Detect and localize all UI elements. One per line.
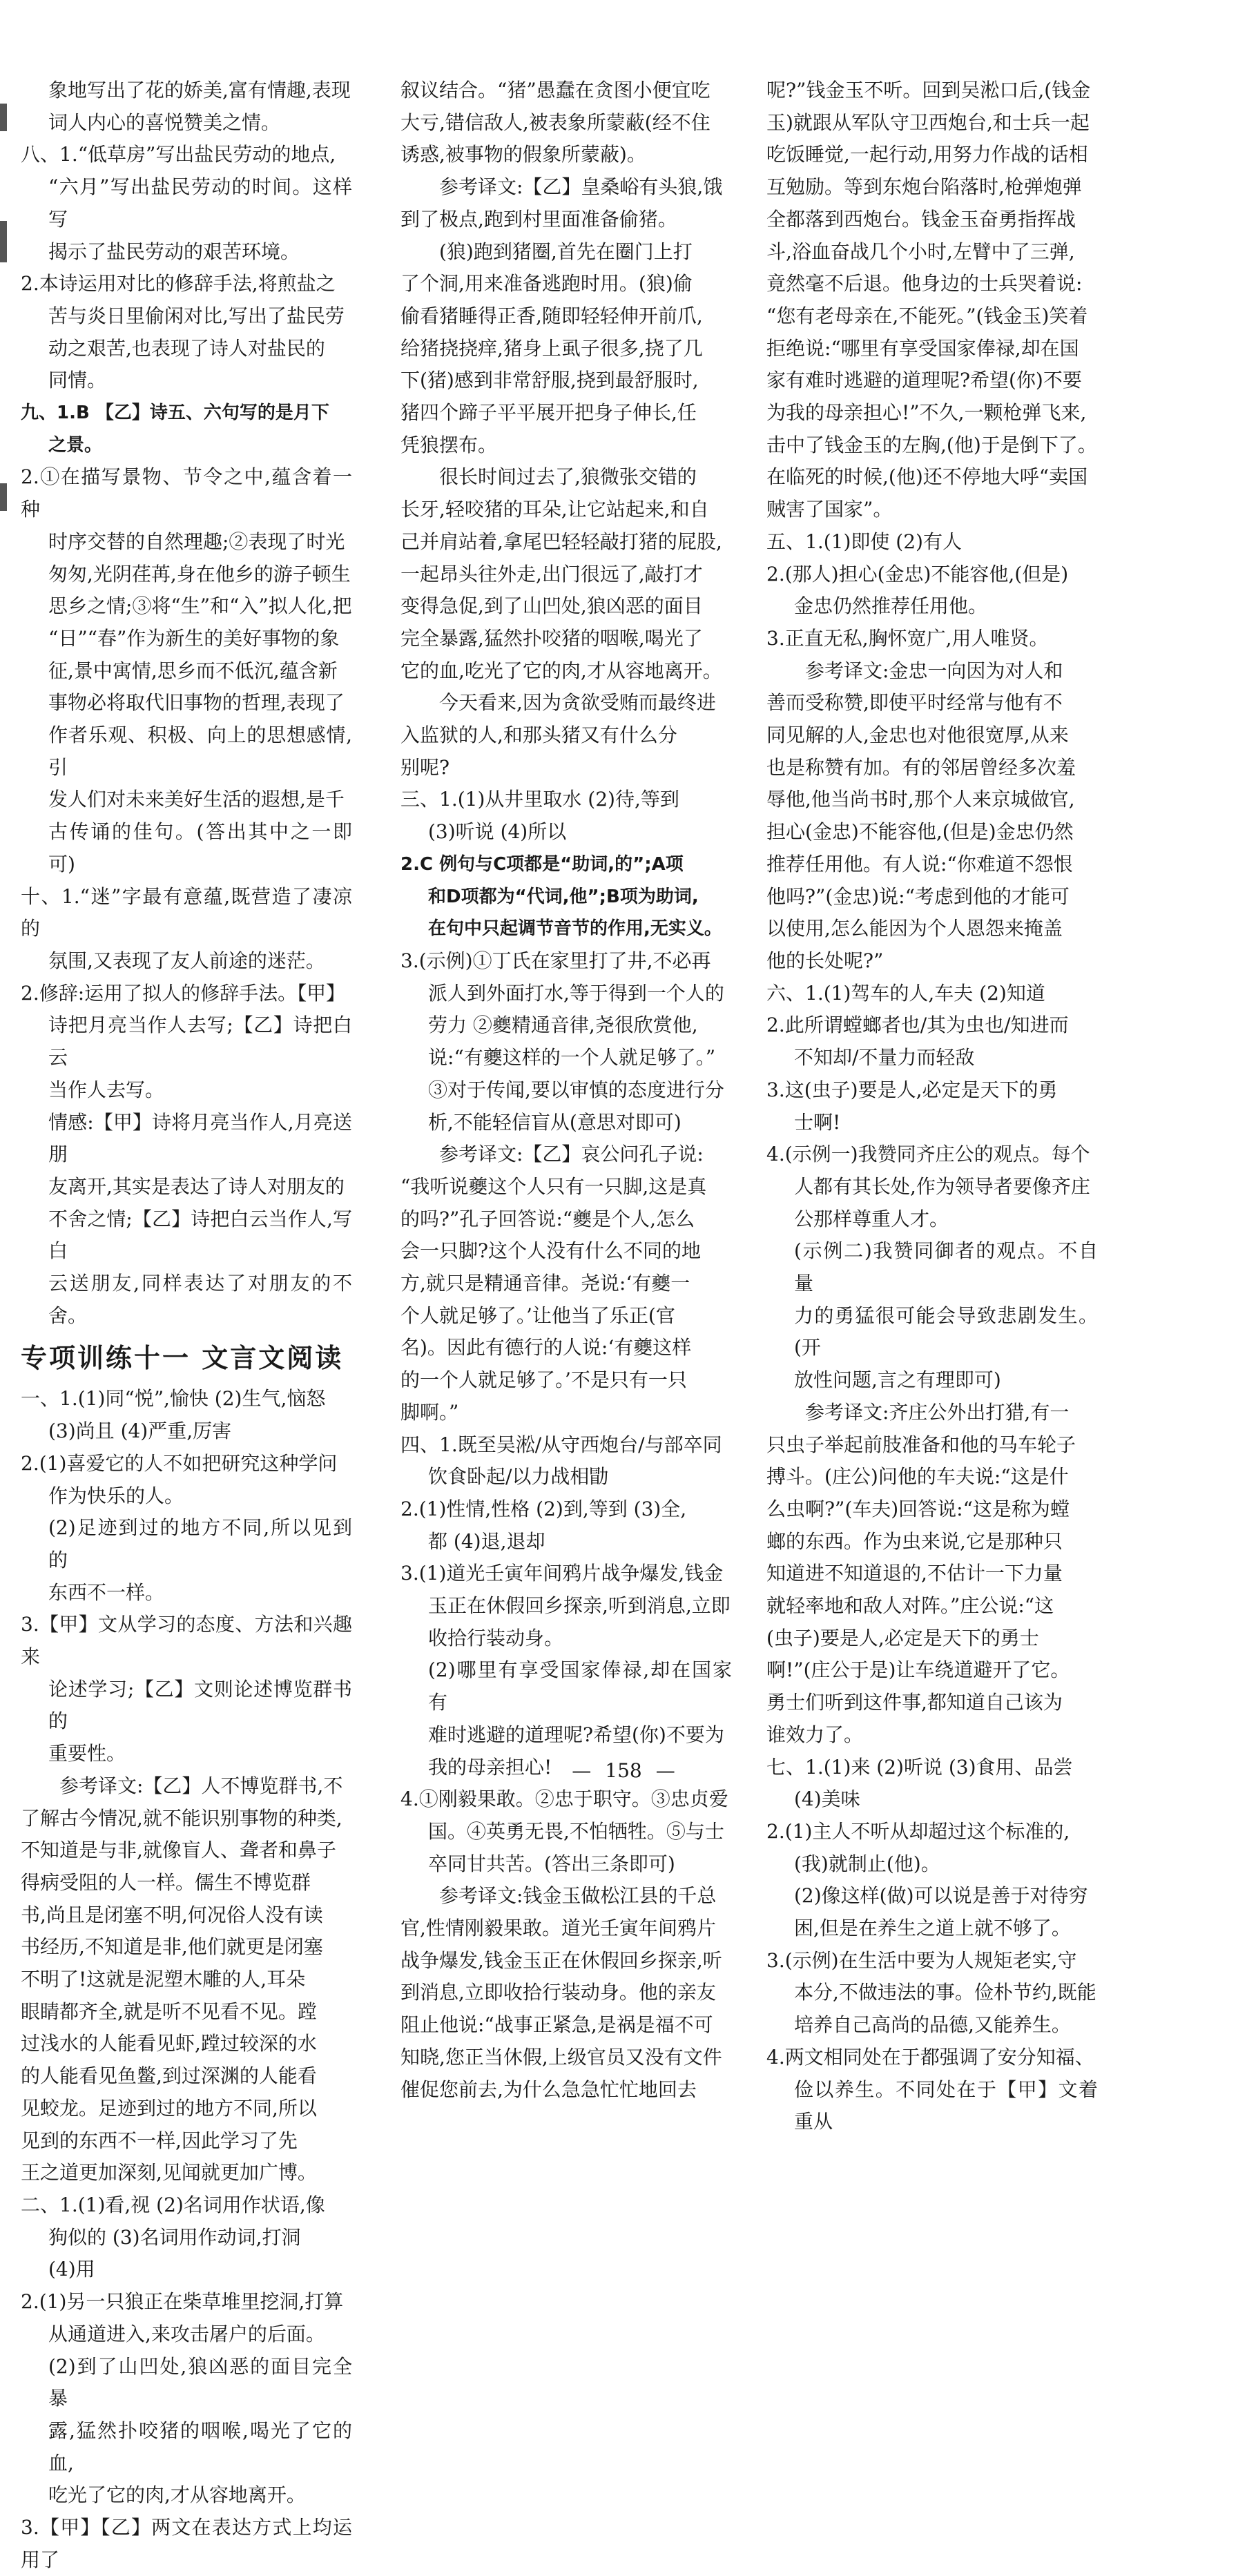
text-line: 培养自己高尚的品德,又能养生。 bbox=[794, 2013, 1071, 2037]
text-line: 个人就足够了。’让他当了乐正(官 bbox=[400, 1304, 675, 1327]
text-line: 饮食卧起/以力战相勖 bbox=[428, 1465, 609, 1489]
text-line: 4.①刚毅果敢。②忠于职守。③忠贞爱 bbox=[400, 1788, 728, 1811]
text-line: 书,尚且是闭塞不明,何况俗人没有读 bbox=[21, 1903, 323, 1926]
text-line: 2.(1)另一只狼正在柴草堆里挖洞,打算 bbox=[21, 2290, 344, 2314]
text-line: 析,不能轻信盲从(意思对即可) bbox=[428, 1110, 682, 1134]
text-line: 诗把月亮当作人去写;【乙】诗把白云 bbox=[48, 1014, 352, 1069]
text-line: 发人们对未来美好生活的遐想,是千 bbox=[48, 788, 345, 811]
text-line: 在临死的时候,(他)还不停地大呼“卖国 bbox=[766, 465, 1088, 489]
text-line: 凭狼摆布。 bbox=[400, 433, 498, 456]
text-line: (2)哪里有享受国家俸禄,却在国家有 bbox=[428, 1658, 732, 1714]
text-line: 了解古今情况,就不能识别事物的种类, bbox=[21, 1806, 342, 1830]
text-line: 己并肩站着,拿尾巴轻轻敲打猪的屁股, bbox=[400, 530, 722, 553]
text-line: 三、1.(1)从井里取水 (2)待,等到 bbox=[400, 788, 679, 811]
text-line: 征,景中寓情,思乡而不低沉,蕴含新 bbox=[48, 659, 338, 682]
text-line: 竟然毫不后退。他身边的士兵哭着说: bbox=[766, 272, 1083, 296]
text-line: 论述学习;【乙】文则论述博览群书的 bbox=[48, 1677, 352, 1733]
text-line: 思乡之情;③将“生”和“入”拟人化,把 bbox=[48, 594, 352, 618]
text-line: 下(猪)感到非常舒服,挠到最舒服时, bbox=[400, 369, 699, 392]
text-line: 作者乐观、积极、向上的思想感情,引 bbox=[48, 724, 352, 779]
text-line: 了个洞,用来准备逃跑时用。(狼)偷 bbox=[400, 272, 693, 296]
text-line: ③对于传闻,要以审慎的态度进行分 bbox=[428, 1078, 724, 1101]
text-line: 叙议结合。“猪”愚蠢在贪图小便宜吃 bbox=[400, 79, 710, 101]
text-line: 吃饭睡觉,一起行动,用努力作战的话相 bbox=[766, 143, 1088, 166]
text-line: 2.(1)喜爱它的人不如把研究这种学问 bbox=[21, 1451, 338, 1475]
text-line: 二、1.(1)看,视 (2)名词用作状语,像 bbox=[21, 2194, 325, 2216]
text-line: (2)到了山凹处,狼凶恶的面目完全暴 bbox=[48, 2354, 352, 2410]
text-line: 么虫啊?”(车夫)回答说:“这是称为螳 bbox=[766, 1497, 1070, 1520]
text-line: (示例二)我赞同御者的观点。不自量 bbox=[794, 1239, 1098, 1295]
text-line: 善而受称赞,即使平时经常与他有不 bbox=[766, 691, 1063, 715]
text-line: 谁效力了。 bbox=[766, 1723, 864, 1746]
text-line: 国。④英勇无畏,不怕牺牲。⑤与士 bbox=[428, 1819, 724, 1843]
text-line: 玉正在休假回乡探亲,听到消息,立即 bbox=[428, 1594, 731, 1618]
text-line: 3.(示例)在生活中要为人规矩老实,守 bbox=[766, 1948, 1077, 1972]
text-line: 诱惑,被事物的假象所蒙蔽)。 bbox=[400, 143, 646, 166]
text-line: 作为快乐的人。 bbox=[48, 1484, 184, 1507]
text-line: 参考译文:【乙】人不博览群书,不 bbox=[59, 1774, 343, 1797]
text-line: 派人到外面打水,等于得到一个人的 bbox=[428, 981, 724, 1005]
text-line: 不知道是与非,就像盲人、聋者和鼻子 bbox=[21, 1839, 336, 1862]
text-line: 击中了钱金玉的左胸,(他)于是倒下了。 bbox=[766, 433, 1097, 456]
text-line: 说:“有夔这样的一个人就足够了。” bbox=[428, 1046, 716, 1069]
text-line: 事物必将取代旧事物的哲理,表现了 bbox=[48, 691, 345, 715]
text-line: 重要性。 bbox=[48, 1742, 126, 1765]
text-line: 变得急促,到了山凹处,狼凶恶的面目 bbox=[400, 594, 703, 618]
text-line: 贼害了国家”。 bbox=[766, 498, 893, 521]
text-line: “我听说夔这个人只有一只脚,这是真 bbox=[400, 1174, 707, 1198]
text-line: 见蛟龙。足迹到过的地方不同,所以 bbox=[21, 2096, 317, 2120]
text-line: 以使用,怎么能因为个人恩怨来掩盖 bbox=[766, 917, 1063, 940]
text-line: (2)像这样(做)可以说是善于对待穷 bbox=[794, 1884, 1088, 1908]
text-line: 入监狱的人,和那头猪又有什么分 bbox=[400, 724, 677, 747]
text-line: 六、1.(1)驾车的人,车夫 (2)知道 bbox=[766, 981, 1045, 1005]
text-line: 在句中只起调节音节的作用,无实义。 bbox=[428, 918, 722, 940]
text-line: 八、1.“低草房”写出盐民劳动的地点, bbox=[21, 143, 336, 166]
text-line: (4)用 bbox=[48, 2258, 95, 2281]
text-line: 同见解的人,金忠也对他很宽厚,从来 bbox=[766, 724, 1069, 747]
section-heading: 专项训练十一 文言文阅读 bbox=[21, 1343, 344, 1374]
text-line: 方,就只是精通音律。尧说:‘有夔一 bbox=[400, 1272, 690, 1295]
text-line: 书经历,不知道是非,他们就更是闭塞 bbox=[21, 1935, 323, 1959]
text-line: 担心(金忠)不能容他,(但是)金忠仍然 bbox=[766, 820, 1074, 844]
text-line: 战争爆发,钱金玉正在休假回乡探亲,听 bbox=[400, 1948, 722, 1972]
text-line: 人都有其长处,作为领导者要像齐庄 bbox=[794, 1174, 1090, 1198]
text-line: (3)尚且 (4)严重,厉害 bbox=[48, 1420, 232, 1443]
text-line: 3.正直无私,胸怀宽广,用人唯贤。 bbox=[766, 626, 1049, 650]
text-line: 为我的母亲担心!”不久,一颗枪弹飞来, bbox=[766, 401, 1087, 425]
text-line: 氛围,又表现了友人前途的迷茫。 bbox=[48, 949, 325, 972]
text-line: 辱他,他当尚书时,那个人来京城做官, bbox=[766, 788, 1075, 811]
text-line: 的一个人就足够了。’不是只有一只 bbox=[400, 1368, 687, 1392]
text-line: 眼睛都齐全,就是听不见看不见。蹚 bbox=[21, 1999, 317, 2023]
text-line: 互勉励。等到东炮台陷落时,枪弹炮弹 bbox=[766, 175, 1082, 199]
text-line: 2.此所谓螳螂者也/其为虫也/知进而 bbox=[766, 1014, 1069, 1037]
text-line: 卒同甘共苦。(答出三条即可) bbox=[428, 1852, 675, 1875]
text-line: 十、1.“迷”字最有意蕴,既营造了凄凉的 bbox=[21, 884, 352, 940]
text-line: 2.(1)性情,性格 (2)到,等到 (3)全, bbox=[400, 1497, 687, 1520]
text-line: (3)听说 (4)所以 bbox=[428, 820, 567, 844]
text-line: 别呢? bbox=[400, 755, 450, 779]
text-line: 知晓,您正当休假,上级官员又没有文件 bbox=[400, 2045, 722, 2069]
text-line: 也是称赞有加。有的邻居曾经多次羞 bbox=[766, 755, 1076, 779]
text-line: 猪四个蹄子平平展开把身子伸长,任 bbox=[400, 401, 697, 425]
text-line: (虫子)要是人,必定是天下的勇士 bbox=[766, 1626, 1039, 1649]
text-line: 不明了!这就是泥塑木雕的人,耳朵 bbox=[21, 1968, 306, 1991]
text-line: 名)。因此有德行的人说:‘有夔这样 bbox=[400, 1336, 692, 1359]
text-line: 2.C 例句与C项都是“助词,的”;A项 bbox=[400, 853, 684, 875]
text-line: 一起昂头往外走,出门很远了,敲打才 bbox=[400, 562, 703, 585]
text-line: 象地写出了花的娇美,富有情趣,表现 bbox=[48, 79, 351, 101]
text-line: 参考译文:齐庄公外出打猎,有一 bbox=[805, 1400, 1070, 1424]
binding-edge-mark bbox=[0, 104, 7, 131]
text-line: 当作人去写。 bbox=[48, 1078, 165, 1101]
text-line: 全都落到西炮台。钱金玉奋勇指挥战 bbox=[766, 207, 1076, 231]
text-line: 偷看猪睡得正香,随即轻轻伸开前爪, bbox=[400, 304, 703, 327]
text-column-left bbox=[21, 75, 352, 2576]
text-line: 他吗?”(金忠)说:“考虑到他的才能可 bbox=[766, 884, 1070, 908]
text-line: 他的长处呢?” bbox=[766, 949, 884, 972]
text-line: 难时逃避的道理呢?希望(你)不要为 bbox=[428, 1723, 724, 1746]
text-line: (4)美味 bbox=[794, 1788, 860, 1811]
text-line: 勇士们听到这件事,都知道自己该为 bbox=[766, 1691, 1063, 1714]
text-line: 催促您前去,为什么急急忙忙地回去 bbox=[400, 2078, 697, 2101]
text-line: 我的母亲担心! bbox=[428, 1755, 552, 1779]
text-line: (2)足迹到过的地方不同,所以见到的 bbox=[48, 1516, 352, 1571]
text-line: 今天看来,因为贪欲受贿而最终进 bbox=[439, 691, 716, 715]
text-line: 云送朋友,同样表达了对朋友的不舍。 bbox=[48, 1272, 352, 1327]
text-line: 同情。 bbox=[48, 369, 107, 392]
text-line: 七、1.(1)来 (2)听说 (3)食用、品尝 bbox=[766, 1755, 1073, 1779]
text-line: 知道进不知道退的,不估计一下力量 bbox=[766, 1562, 1063, 1585]
binding-edge-mark bbox=[0, 221, 7, 262]
text-line: 会一只脚?这个人没有什么不同的地 bbox=[400, 1239, 702, 1263]
text-line: 力的勇猛很可能会导致悲剧发生。(开 bbox=[794, 1304, 1098, 1359]
text-line: 啊!”(庄公于是)让车绕道避开了它。 bbox=[766, 1658, 1070, 1682]
text-line: 官,性情刚毅果敢。道光壬寅年间鸦片 bbox=[400, 1917, 716, 1940]
text-line: 3.这(虫子)要是人,必定是天下的勇 bbox=[766, 1078, 1058, 1101]
text-column-right bbox=[766, 75, 1098, 2138]
text-line: 揭示了盐民劳动的艰苦环境。 bbox=[48, 240, 300, 263]
text-line: 困,但是在养生之道上就不够了。 bbox=[794, 1917, 1071, 1940]
text-line: 公那样尊重人才。 bbox=[794, 1207, 949, 1230]
text-line: 2.(那人)担心(金忠)不能容他,(但是) bbox=[766, 562, 1069, 585]
text-line: 搏斗。(庄公)问他的车夫说:“这是什 bbox=[766, 1465, 1069, 1489]
text-line: 阻止他说:“战事正紧急,是祸是福不可 bbox=[400, 2013, 713, 2037]
text-line: 都 (4)退,退却 bbox=[428, 1529, 545, 1553]
text-line: 收拾行装动身。 bbox=[428, 1626, 564, 1649]
text-line: 情感:【甲】诗将月亮当作人,月亮送朋 bbox=[48, 1110, 352, 1166]
text-line: 家有难时逃避的道理呢?希望(你)不要 bbox=[766, 369, 1082, 392]
text-line: 九、1.B 【乙】诗五、六句写的是月下 bbox=[21, 403, 329, 424]
text-line: 放性问题,言之有理即可) bbox=[794, 1368, 1001, 1392]
text-line: 金忠仍然推荐任用他。 bbox=[794, 594, 988, 618]
text-line: 4.两文相同处在于都强调了安分知福、 bbox=[766, 2045, 1094, 2069]
text-line: 只虫子举起前肢准备和他的马车轮子 bbox=[766, 1433, 1076, 1456]
text-line: 就轻率地和敌人对阵。”庄公说:“这 bbox=[766, 1594, 1054, 1618]
text-line: 友离开,其实是表达了诗人对朋友的 bbox=[48, 1174, 345, 1198]
text-line: 本分,不做违法的事。俭朴节约,既能 bbox=[794, 1981, 1096, 2004]
text-line: 2.①在描写景物、节令之中,蕴含着一种 bbox=[21, 465, 352, 521]
binding-edge-mark bbox=[0, 483, 7, 511]
text-line: 参考译文:钱金玉做松江县的千总 bbox=[439, 1884, 717, 1908]
text-line: 参考译文:【乙】皇桑峪有头狼,饿 bbox=[439, 175, 723, 199]
text-line: 从通道进入,来攻击屠户的后面。 bbox=[48, 2322, 325, 2345]
text-line: 参考译文:【乙】哀公问孔子说: bbox=[439, 1143, 704, 1166]
text-line: 吃光了它的肉,才从容地离开。 bbox=[48, 2483, 306, 2507]
text-line: 和D项都为“代词,他”;B项为助词, bbox=[428, 886, 699, 907]
text-line: 斗,浴血奋战几个小时,左臂中了三弹, bbox=[766, 240, 1075, 263]
text-line: 不知却/不量力而轻敌 bbox=[794, 1046, 975, 1069]
text-line: (我)就制止(他)。 bbox=[794, 1852, 940, 1875]
text-line: 2.修辞:运用了拟人的修辞手法。【甲】 bbox=[21, 981, 346, 1005]
text-line: 螂的东西。作为虫来说,它是那种只 bbox=[766, 1529, 1063, 1553]
text-line: 词人内心的喜悦赞美之情。 bbox=[48, 110, 281, 134]
text-line: 到消息,立即收拾行装动身。他的亲友 bbox=[400, 1981, 716, 2004]
text-line: 大亏,错信敌人,被表象所蒙蔽(经不住 bbox=[400, 110, 710, 134]
text-line: 参考译文:金忠一向因为对人和 bbox=[805, 659, 1063, 682]
text-line: 士啊! bbox=[794, 1110, 841, 1134]
text-line: 古传诵的佳句。(答出其中之一即可) bbox=[48, 820, 352, 875]
text-line: 完全暴露,猛然扑咬猪的咽喉,喝光了 bbox=[400, 626, 703, 650]
text-line: “您有老母亲在,不能死。”(钱金玉)笑着 bbox=[766, 304, 1088, 327]
text-line: 时序交替的自然理趣;②表现了时光 bbox=[48, 530, 345, 553]
text-line: 得病受阻的人一样。儒生不博览群 bbox=[21, 1870, 311, 1894]
text-line: 五、1.(1)即使 (2)有人 bbox=[766, 530, 962, 553]
text-line: 很长时间过去了,狼微张交错的 bbox=[439, 465, 697, 489]
text-line: 匆匆,光阴荏苒,身在他乡的游子顿生 bbox=[48, 562, 351, 585]
text-line: 四、1.既至吴淞/从守西炮台/与部卒同 bbox=[400, 1433, 722, 1456]
text-line: 3.【甲】文从学习的态度、方法和兴趣来 bbox=[21, 1613, 352, 1669]
text-line: 拒绝说:“哪里有享受国家俸禄,却在国 bbox=[766, 336, 1079, 360]
text-line: 苦与炎日里偷闲对比,写出了盐民劳 bbox=[48, 304, 345, 327]
text-line: 动之艰苦,也表现了诗人对盐民的 bbox=[48, 336, 325, 360]
text-line: 4.(示例一)我赞同齐庄公的观点。每个 bbox=[766, 1143, 1090, 1166]
text-line: 推荐任用他。有人说:“你难道不怨恨 bbox=[766, 852, 1073, 875]
text-line: “日”“春”作为新生的美好事物的象 bbox=[48, 626, 340, 650]
text-line: 长牙,轻咬猪的耳朵,让它站起来,和自 bbox=[400, 498, 709, 521]
text-line: 2.(1)主人不听从却超过这个标准的, bbox=[766, 1819, 1070, 1843]
text-line: (狼)跑到猪圈,首先在圈门上打 bbox=[439, 240, 693, 263]
text-line: 东西不一样。 bbox=[48, 1580, 165, 1604]
text-column-middle bbox=[400, 75, 732, 2106]
text-line: 之景。 bbox=[48, 434, 103, 456]
page-number: — 158 — bbox=[572, 1759, 675, 1782]
text-line: 见到的东西不一样,因此学习了先 bbox=[21, 2129, 298, 2152]
text-line: 它的血,吃光了它的肉,才从容地离开。 bbox=[400, 659, 722, 682]
text-line: 的人能看见鱼鳖,到过深渊的人能看 bbox=[21, 2064, 317, 2088]
text-line: 的吗?”孔子回答说:“夔是个人,怎么 bbox=[400, 1207, 695, 1230]
text-line: 不舍之情;【乙】诗把白云当作人,写白 bbox=[48, 1207, 352, 1263]
text-line: 过浅水的人能看见虾,蹚过较深的水 bbox=[21, 2032, 317, 2055]
text-line: “六月”写出盐民劳动的时间。这样写 bbox=[48, 175, 352, 231]
text-line: 一、1.(1)同“悦”,愉快 (2)生气,恼怒 bbox=[21, 1387, 326, 1411]
text-line: 3.(示例)①丁氏在家里打了井,不必再 bbox=[400, 949, 711, 972]
text-line: 到了极点,跑到村里面准备偷猪。 bbox=[400, 207, 677, 231]
text-line: 呢?”钱金玉不听。回到吴淞口后,(钱金 bbox=[766, 79, 1091, 101]
text-line: 脚啊。” bbox=[400, 1400, 459, 1424]
text-line: 露,猛然扑咬猪的咽喉,喝光了它的血, bbox=[48, 2419, 352, 2475]
text-line: 给猪挠挠痒,猪身上虱子很多,挠了几 bbox=[400, 336, 703, 360]
text-line: 2.本诗运用对比的修辞手法,将煎盐之 bbox=[21, 272, 336, 296]
text-line: 俭以养生。不同处在于【甲】文着重从 bbox=[794, 2078, 1098, 2133]
text-line: 3.【甲】【乙】两文在表达方式上均运用了 bbox=[21, 2516, 352, 2571]
text-line: 劳力 ②夔精通音律,尧很欣赏他, bbox=[428, 1014, 698, 1037]
text-line: 狗似的 (3)名词用作动词,打洞 bbox=[48, 2225, 301, 2249]
text-line: 3.(1)道光壬寅年间鸦片战争爆发,钱金 bbox=[400, 1562, 724, 1585]
text-line: 玉)就跟从军队守卫西炮台,和士兵一起 bbox=[766, 110, 1090, 134]
text-line: 王之道更加深刻,见闻就更加广博。 bbox=[21, 2161, 317, 2185]
